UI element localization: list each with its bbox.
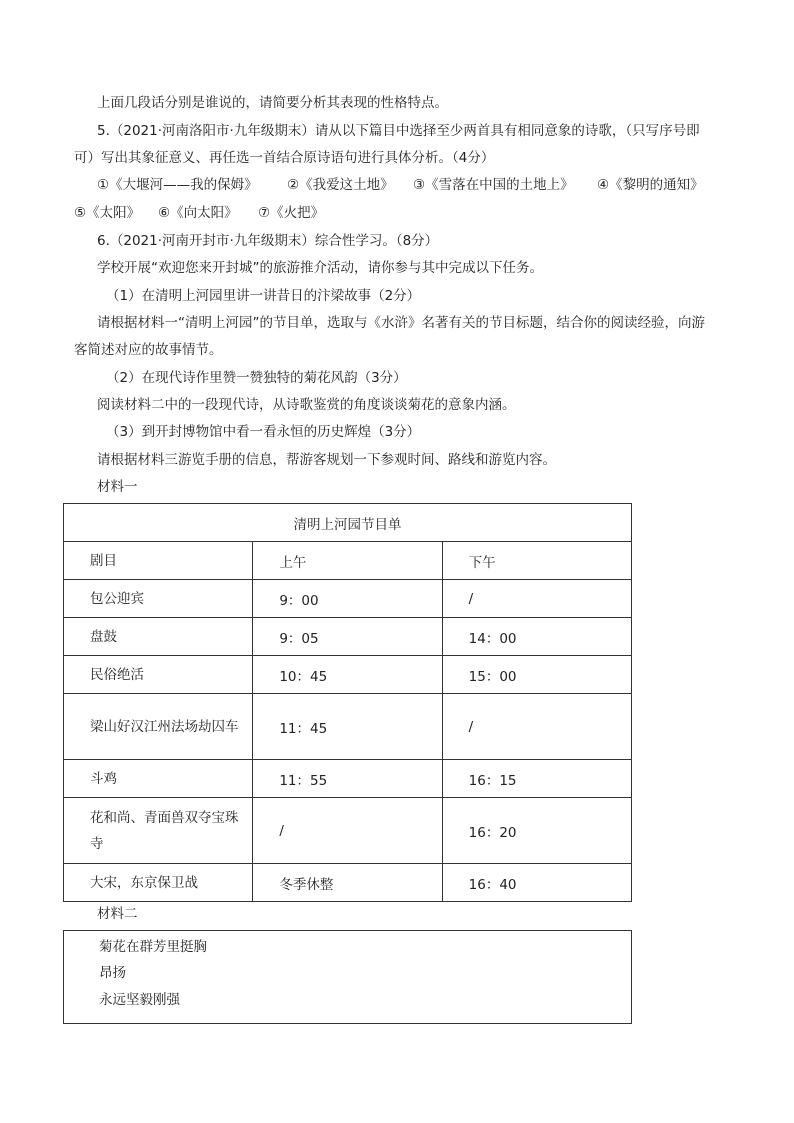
- program-cell: 梁山好汉江州法场劫囚车: [64, 694, 253, 760]
- program-cell: 斗鸡: [64, 760, 253, 798]
- poem-line: 永远坚毅刚强: [99, 992, 180, 1008]
- table-row: [64, 656, 632, 694]
- question-6-stem: 6.（2021·河南开封市·九年级期末）综合性学习。（8分）: [97, 233, 439, 249]
- table-row: [64, 580, 632, 618]
- morning-cell: 10：45: [253, 656, 442, 694]
- table-row: [64, 694, 632, 760]
- header-program: 剧目: [64, 542, 253, 580]
- afternoon-cell: 16：15: [442, 760, 631, 798]
- poem-option: ②《我爱这土地》: [287, 177, 394, 193]
- material-1-label: 材料一: [97, 479, 138, 495]
- afternoon-cell: /: [442, 580, 631, 618]
- table-row: [64, 618, 632, 656]
- morning-cell: /: [253, 798, 442, 864]
- program-cell: 包公迎宾: [64, 580, 253, 618]
- poem-options: [0, 175, 794, 223]
- program-cell: 盘鼓: [64, 618, 253, 656]
- afternoon-cell: 16：40: [442, 864, 631, 902]
- program-cell: 民俗绝活: [64, 656, 253, 694]
- table-title: 清明上河园节目单: [64, 504, 632, 542]
- header-morning: 上午: [253, 542, 442, 580]
- afternoon-cell: /: [442, 694, 631, 760]
- task-1-text-cont: 客简述对应的故事情节。: [74, 342, 223, 358]
- task-1-text: 请根据材料一“清明上河园”的节目单，选取与《水浒》名著有关的节目标题，结合你的阅读经验，向游: [97, 315, 705, 331]
- question-4-tail: 上面几段话分别是谁说的，请简要分析其表现的性格特点。: [97, 95, 448, 111]
- activity-intro: 学校开展“欢迎您来开封城”的旅游推介活动，请你参与其中完成以下任务。: [97, 260, 543, 276]
- task-2-text: 阅读材料二中的一段现代诗，从诗歌鉴赏的角度谈谈菊花的意象内涵。: [97, 397, 516, 413]
- task-3-text: 请根据材料三游览手册的信息，帮游客规划一下参观时间、路线和游览内容。: [97, 452, 556, 468]
- material-2-box: [63, 930, 632, 1024]
- header-afternoon: 下午: [442, 542, 631, 580]
- program-cell: 大宋，东京保卫战: [64, 864, 253, 902]
- morning-cell: 9：05: [253, 618, 442, 656]
- afternoon-cell: 14：00: [442, 618, 631, 656]
- afternoon-cell: 15：00: [442, 656, 631, 694]
- table-row: [64, 760, 632, 798]
- morning-cell: 11：45: [253, 694, 442, 760]
- poem-line: 昂扬: [99, 965, 126, 981]
- poem-option: ③《雪落在中国的土地上》: [413, 177, 574, 193]
- morning-cell: 冬季休整: [253, 864, 442, 902]
- task-1-title: （1）在清明上河园里讲一讲昔日的汴梁故事（2分）: [106, 288, 421, 304]
- poem-line: 菊花在群芳里挺胸: [99, 939, 207, 955]
- table-row: [64, 864, 632, 902]
- task-3-title: （3）到开封博物馆中看一看永恒的历史辉煌（3分）: [106, 424, 421, 440]
- program-cell: 花和尚、青面兽双夺宝珠寺: [64, 798, 253, 864]
- question-5-stem-cont: 可）写出其象征意义、再任选一首结合原诗语句进行具体分析。（4分）: [74, 150, 495, 166]
- task-2-title: （2）在现代诗作里赞一赞独特的菊花风韵（3分）: [106, 370, 407, 386]
- poem-option: ⑦《火把》: [258, 205, 325, 221]
- table-header-row: [64, 542, 632, 580]
- poem-option: ⑥《向太阳》: [158, 205, 238, 221]
- question-5-stem: 5.（2021·河南洛阳市·九年级期末）请从以下篇目中选择至少两首具有相同意象的诗歌，（只写序号即: [97, 123, 700, 139]
- program-table: [63, 503, 632, 902]
- table-row: [64, 798, 632, 864]
- poem-option: ①《大堰河——我的保姆》: [97, 177, 258, 193]
- material-2-label: 材料二: [97, 906, 138, 922]
- afternoon-cell: 16：20: [442, 798, 631, 864]
- morning-cell: 11：55: [253, 760, 442, 798]
- morning-cell: 9：00: [253, 580, 442, 618]
- poem-option: ④《黎明的通知》: [597, 177, 704, 193]
- poem-option: ⑤《太阳》: [74, 205, 141, 221]
